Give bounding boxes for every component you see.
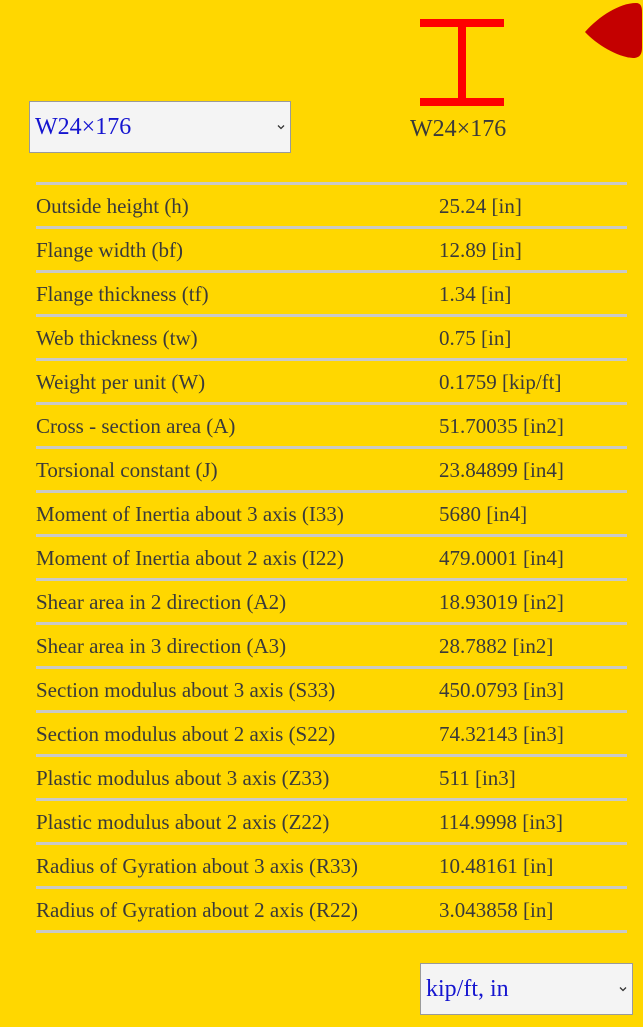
- property-value: 10.48161 [in]: [439, 854, 554, 878]
- property-value: 12.89 [in]: [439, 238, 522, 262]
- property-row: [36, 185, 627, 229]
- back-button[interactable]: [584, 0, 643, 60]
- property-row: [36, 405, 627, 449]
- property-value: 18.93019 [in2]: [439, 590, 564, 614]
- property-label: Radius of Gyration about 3 axis (R33): [36, 854, 358, 878]
- property-value: 51.70035 [in2]: [439, 414, 564, 438]
- property-label: Shear area in 3 direction (A3): [36, 634, 287, 658]
- property-label: Cross - section area (A): [36, 414, 236, 438]
- property-value: 450.0793 [in3]: [439, 678, 564, 702]
- property-row: [36, 581, 627, 625]
- property-row: [36, 317, 627, 361]
- i-beam-icon: [420, 19, 504, 106]
- property-label: Weight per unit (W): [36, 370, 206, 394]
- property-row: [36, 801, 627, 845]
- property-row: [36, 449, 627, 493]
- section-select-value: W24×176: [35, 113, 132, 140]
- property-row: [36, 493, 627, 537]
- property-label: Flange width (bf): [36, 238, 183, 262]
- property-value: 5680 [in4]: [439, 502, 528, 526]
- property-value: 1.34 [in]: [439, 282, 512, 306]
- property-label: Outside height (h): [36, 194, 189, 218]
- property-row: [36, 273, 627, 317]
- property-row: [36, 757, 627, 801]
- unit-select[interactable]: [420, 963, 633, 1015]
- property-row: [36, 669, 627, 713]
- property-label: Radius of Gyration about 2 axis (R22): [36, 898, 358, 922]
- section-select[interactable]: [29, 101, 291, 153]
- property-value: 23.84899 [in4]: [439, 458, 564, 482]
- property-value: 28.7882 [in2]: [439, 634, 554, 658]
- property-row: [36, 537, 627, 581]
- property-value: 0.75 [in]: [439, 326, 512, 350]
- section-caption: W24×176: [410, 116, 507, 142]
- property-row: [36, 713, 627, 757]
- property-label: Moment of Inertia about 2 axis (I22): [36, 546, 344, 570]
- property-label: Web thickness (tw): [36, 326, 198, 350]
- property-label: Torsional constant (J): [36, 458, 218, 482]
- property-row: [36, 889, 627, 933]
- properties-table: [36, 182, 627, 933]
- chevron-down-icon: [618, 984, 628, 994]
- property-value: 25.24 [in]: [439, 194, 522, 218]
- property-label: Shear area in 2 direction (A2): [36, 590, 287, 614]
- property-label: Plastic modulus about 2 axis (Z22): [36, 810, 330, 834]
- property-label: Plastic modulus about 3 axis (Z33): [36, 766, 330, 790]
- property-label: Flange thickness (tf): [36, 282, 209, 306]
- property-label: Section modulus about 2 axis (S22): [36, 722, 336, 746]
- property-row: [36, 229, 627, 273]
- property-value: 0.1759 [kip/ft]: [439, 370, 562, 394]
- property-row: [36, 361, 627, 405]
- property-value: 511 [in3]: [439, 766, 516, 790]
- property-value: 74.32143 [in3]: [439, 722, 564, 746]
- property-value: 3.043858 [in]: [439, 898, 554, 922]
- chevron-down-icon: [276, 122, 286, 132]
- property-label: Section modulus about 3 axis (S33): [36, 678, 336, 702]
- property-value: 479.0001 [in4]: [439, 546, 564, 570]
- back-arrow-icon: [584, 0, 643, 60]
- property-value: 114.9998 [in3]: [439, 810, 564, 834]
- property-row: [36, 845, 627, 889]
- property-row: [36, 625, 627, 669]
- property-label: Moment of Inertia about 3 axis (I33): [36, 502, 344, 526]
- unit-select-value: kip/ft, in: [426, 975, 509, 1002]
